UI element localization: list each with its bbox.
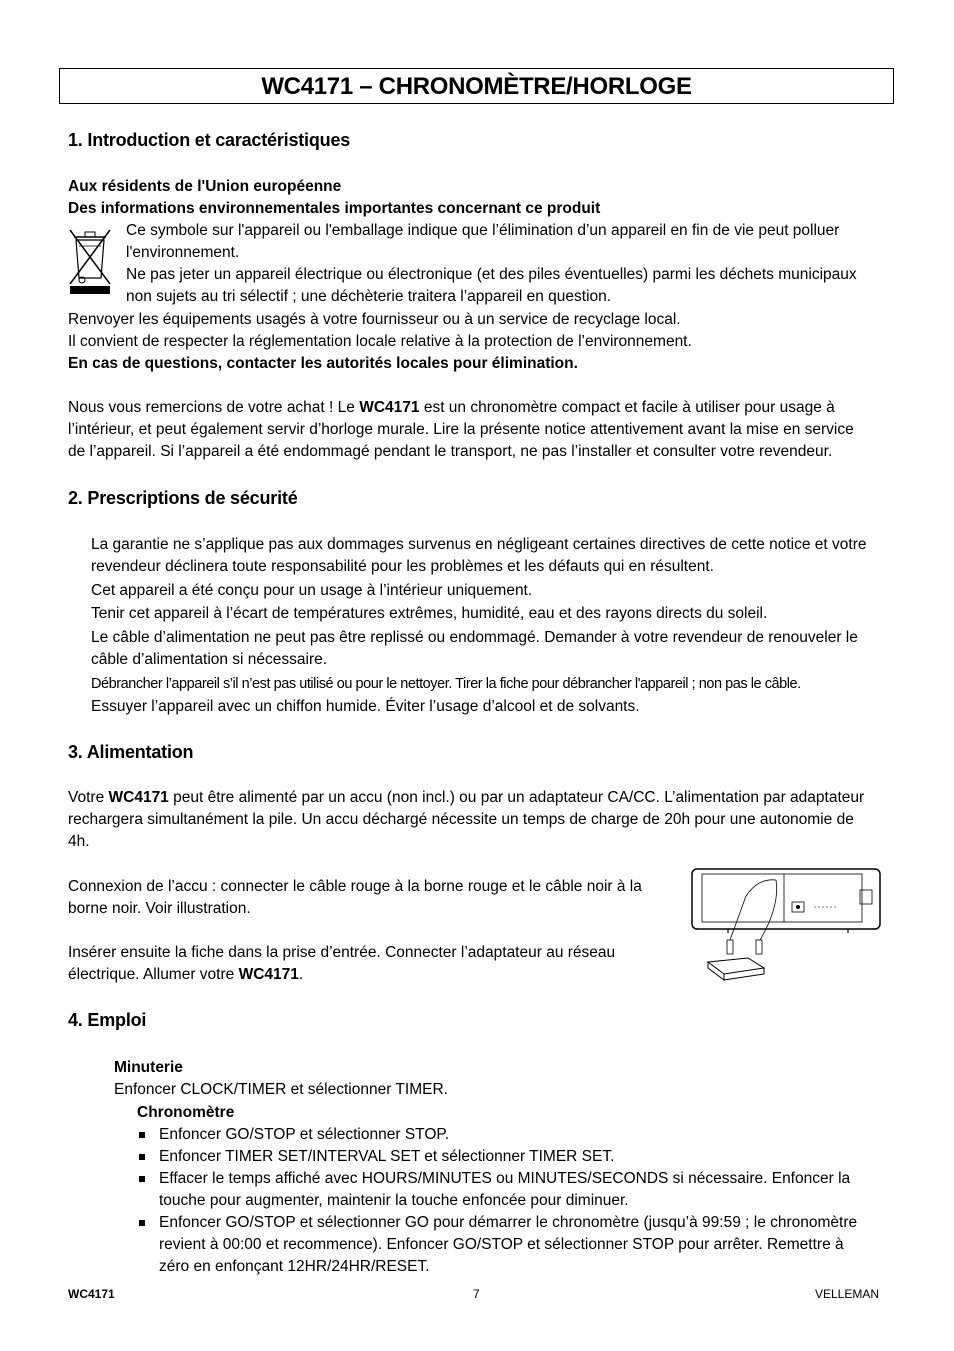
regulation-line: Il convient de respecter la réglementation locale relative à la protection de l’environnement. xyxy=(68,333,692,350)
intro-paragraph-line-1: Nous vous remercions de votre achat ! Le WC4171 est un chronomètre compact et facile à utiliser pour usage à xyxy=(68,399,835,416)
list-item: Enfoncer GO/STOP et sélectionner GO pour démarrer le chronomètre (jusqu’à 99:59 ; le chronomètre revient à 00:00 et recommence). Enfoncer GO/STOP et sélectionner STOP pour arrêter. Remettre à zéro en enfonçant 12HR/24HR/RESET. xyxy=(137,1212,887,1278)
footer-brand: VELLEMAN xyxy=(815,1287,880,1301)
section-heading-usage: 4. Emploi xyxy=(68,1010,147,1030)
battery-connection-line-2: borne noir. Voir illustration. xyxy=(68,900,251,917)
eu-residents-heading: Aux résidents de l'Union européenne xyxy=(68,178,342,195)
safety-environment: Tenir cet appareil à l’écart de températures extrêmes, humidité, eau et des rayons directs du soleil. xyxy=(91,605,768,622)
safety-indoor-use: Cet appareil a été conçu pour un usage à l’intérieur uniquement. xyxy=(91,582,533,599)
adapter-line-2: électrique. Allumer votre WC4171. xyxy=(68,966,304,983)
safety-warranty-line-2: revendeur déclinera toute responsabilité pour les problèmes et les défauts qui en résultent. xyxy=(91,558,714,575)
safety-warranty-line-1: La garantie ne s’applique pas aux dommages survenus en négligeant certaines directives de cette notice et votre xyxy=(91,536,867,553)
environment-info-heading: Des informations environnementales importantes concernant ce produit xyxy=(68,200,601,217)
chronometer-steps-list xyxy=(137,1124,887,1278)
weee-bin-icon xyxy=(66,226,114,298)
safety-cleaning: Essuyer l’appareil avec un chiffon humide. Éviter l’usage d’alcool et de solvants. xyxy=(91,698,640,715)
list-item: Enfoncer GO/STOP et sélectionner STOP. xyxy=(137,1124,887,1146)
power-line-2: rechargera simultanément la pile. Un accu déchargé nécessite un temps de charge de 20h pour une autonomie de xyxy=(68,811,854,828)
safety-cable-line-2: câble d’alimentation si nécessaire. xyxy=(91,651,328,668)
battery-connection-line-1: Connexion de l’accu : connecter le câble rouge à la borne rouge et le câble noir à la xyxy=(68,878,642,895)
section-heading-safety: 2. Prescriptions de sécurité xyxy=(68,488,298,508)
footer-page-number: 7 xyxy=(473,1287,480,1301)
timer-instruction: Enfoncer CLOCK/TIMER et sélectionner TIMER. xyxy=(114,1081,448,1098)
adapter-line-1: Insérer ensuite la fiche dans la prise d’entrée. Connecter l’adaptateur au réseau xyxy=(68,944,616,961)
list-item: Effacer le temps affiché avec HOURS/MINUTES ou MINUTES/SECONDS si nécessaire. Enfoncer la touche pour augmenter, maintenir la touche enfoncée pour diminuer. xyxy=(137,1168,887,1212)
weee-text-line-4: non sujets au tri sélectif ; une déchèterie traitera l’appareil en question. xyxy=(126,288,612,305)
footer-model: WC4171 xyxy=(68,1287,115,1301)
intro-paragraph-line-3: de l’appareil. Si l’appareil a été endommagé pendant le transport, ne pas l’installer et consulter votre revendeur. xyxy=(68,443,833,460)
weee-text-line-3: Ne pas jeter un appareil électrique ou électronique (et des piles éventuelles) parmi les déchets municipaux xyxy=(126,266,857,283)
recycling-line: Renvoyer les équipements usagés à votre fournisseur ou à un service de recyclage local. xyxy=(68,311,681,328)
safety-unplug: Débrancher l’appareil s’il n’est pas utilisé ou pour le nettoyer. Tirer la fiche pour débrancher l'appareil ; non pas le câble. xyxy=(91,676,801,692)
contact-authorities-line: En cas de questions, contacter les autorités locales pour élimination. xyxy=(68,355,578,372)
weee-text-line-1: Ce symbole sur l'appareil ou l'emballage indique que l’élimination d’un appareil en fin de vie peut polluer xyxy=(126,222,840,239)
weee-text-line-2: l'environnement. xyxy=(126,244,240,261)
timer-subheading: Minuterie xyxy=(114,1059,183,1076)
page-title: WC4171 – CHRONOMÈTRE/HORLOGE xyxy=(59,68,894,104)
power-line-1: Votre WC4171 peut être alimenté par un accu (non incl.) ou par un adaptateur CA/CC. L’alimentation par adaptateur xyxy=(68,789,865,806)
section-heading-intro: 1. Introduction et caractéristiques xyxy=(68,130,351,150)
battery-illustration xyxy=(688,866,884,988)
intro-paragraph-line-2: l’intérieur, et peut également servir d’horloge murale. Lire la présente notice attentivement avant la mise en service xyxy=(68,421,854,438)
list-item: Enfoncer TIMER SET/INTERVAL SET et sélectionner TIMER SET. xyxy=(137,1146,887,1168)
chronometer-subheading: Chronomètre xyxy=(137,1104,235,1121)
section-heading-power: 3. Alimentation xyxy=(68,742,194,762)
power-line-3: 4h. xyxy=(68,833,90,850)
safety-cable-line-1: Le câble d’alimentation ne peut pas être replissé ou endommagé. Demander à votre revendeur de renouveler le xyxy=(91,629,858,646)
